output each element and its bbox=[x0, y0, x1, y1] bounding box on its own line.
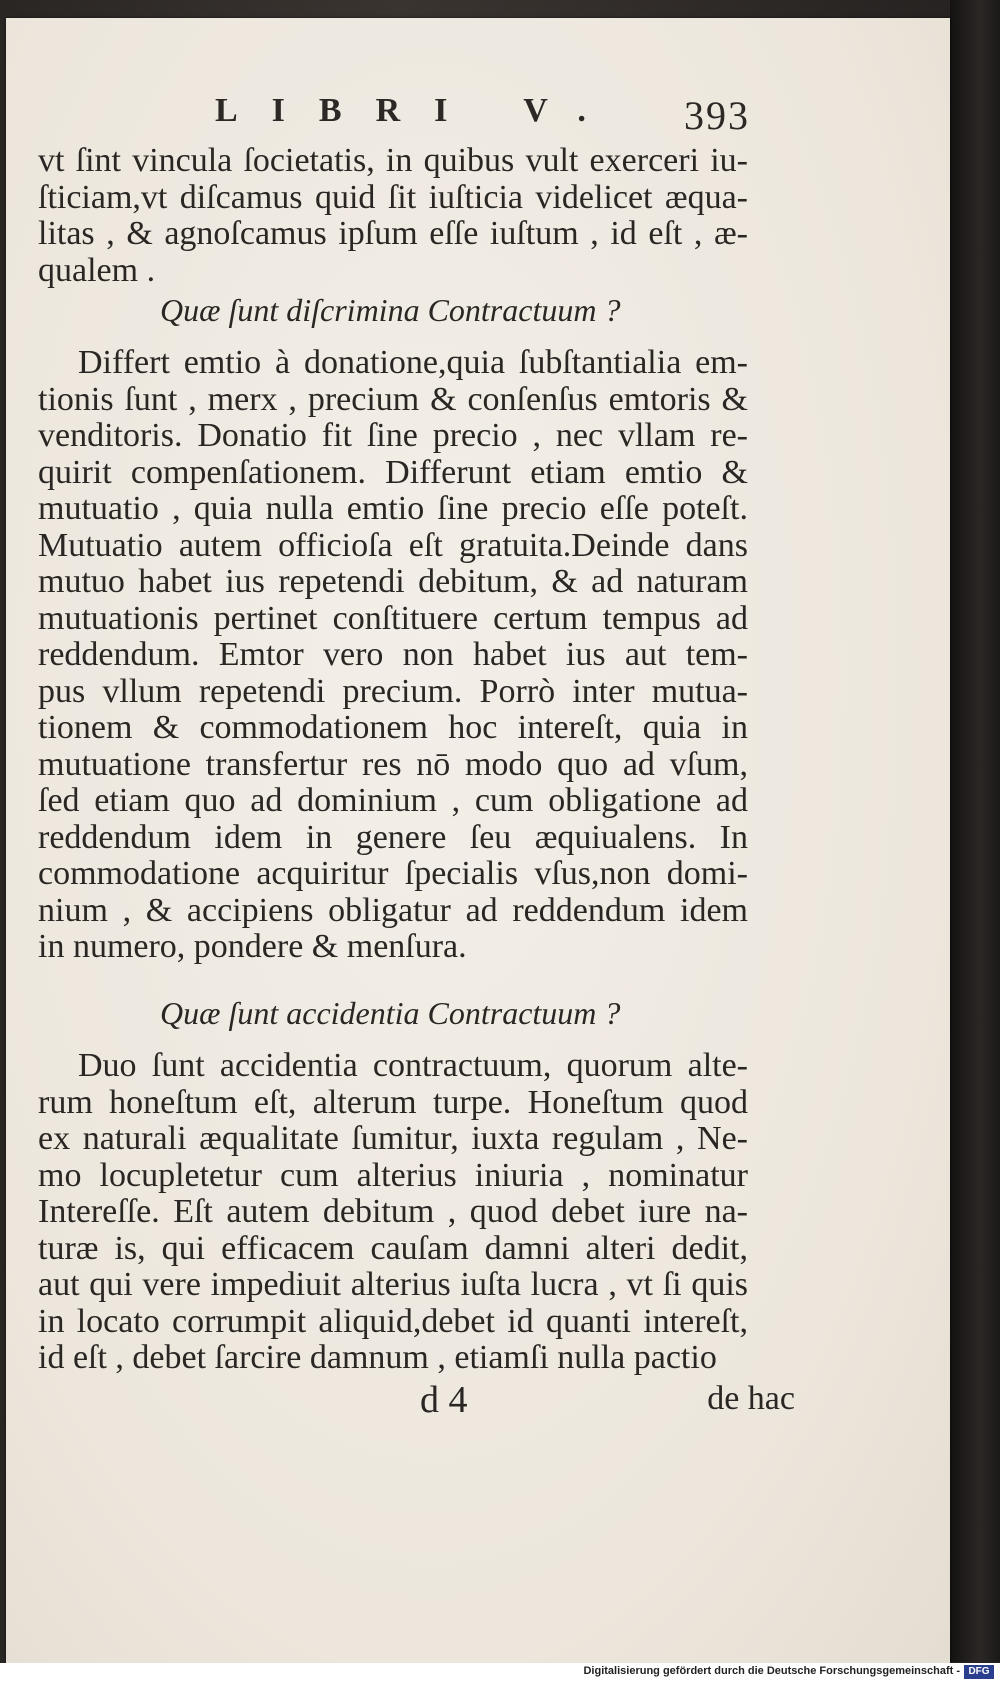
text-line: venditoris. Donatio fit ſine precio , nec vllam re- bbox=[38, 417, 748, 454]
credit-text: Digitalisierung gefördert durch die Deutsche Forschungsgemeinschaft - bbox=[583, 1665, 960, 1677]
section-heading-1: Quæ ſunt diſcrimina Contractuum ? bbox=[160, 292, 621, 328]
text-line: pus vllum repetendi precium. Porrò inter mutua- bbox=[38, 672, 748, 710]
text-line: litas , & agnoſcamus ipſum eſſe iuſtum , id eſt , æ- bbox=[38, 215, 748, 252]
text-line: quirit compenſationem. Differunt etiam emtio & bbox=[38, 453, 748, 491]
text-line: id eſt , debet ſarcire damnum , etiamſi nulla pactio bbox=[38, 1339, 717, 1376]
text-line: Duo ſunt accidentia contractuum, quorum alte- bbox=[78, 1047, 748, 1084]
text-line: qualem . bbox=[38, 251, 156, 289]
text-line: mutuationis pertinet conſtituere certum tempus ad bbox=[38, 599, 748, 637]
paragraph-1 bbox=[38, 143, 748, 289]
text-line: mutuatione transfertur res nō modo quo ad vſum, bbox=[38, 745, 748, 783]
text-line: in locato corrumpit aliquid,debet id quanti intereſt, bbox=[38, 1302, 748, 1340]
text-line: nium , & accipiens obligatur ad reddendum idem bbox=[38, 891, 748, 929]
text-line: turæ is, qui efficacem cauſam damni alteri dedit, bbox=[38, 1229, 748, 1267]
text-line: Mutuatio autem officioſa eſt gratuita.Deinde dans bbox=[38, 526, 748, 564]
dfg-logo: DFG bbox=[964, 1665, 994, 1679]
text-line: mutuo habet ius repetendi debitum, & ad naturam bbox=[38, 563, 748, 600]
text-line: rum honeſtum eſt, alterum turpe. Honeſtum quod bbox=[38, 1083, 748, 1121]
text-line: aut qui vere impediuit alterius iuſta lucra , vt ſi quis bbox=[38, 1266, 748, 1303]
text-line: mutuatio , quia nulla emtio ſine precio eſſe poteſt. bbox=[38, 490, 748, 527]
text-line: ſticiam,vt diſcamus quid ſit iuſticia videlicet æqua- bbox=[38, 178, 748, 216]
page-number: 393 bbox=[684, 93, 750, 138]
text-line: tionem & commodationem hoc intereſt, quia in bbox=[38, 709, 748, 746]
text-line: in numero, pondere & menſura. bbox=[38, 928, 467, 965]
paragraph-2 bbox=[38, 345, 748, 966]
signature-mark: d 4 bbox=[420, 1379, 468, 1421]
credit-bar bbox=[0, 1663, 1000, 1682]
text-line: mo locupletetur cum alterius iniuria , nominatur bbox=[38, 1156, 748, 1194]
text-line: vt ſint vincula ſocietatis, in quibus vult exerceri iu- bbox=[38, 142, 748, 179]
text-line: ſed etiam quo ad dominium , cum obligatione ad bbox=[38, 782, 748, 819]
text-line: tionis ſunt , merx , precium & conſenſus emtoris & bbox=[38, 380, 748, 418]
text-line: Intereſſe. Eſt autem debitum , quod debet iure na- bbox=[38, 1193, 748, 1230]
catchword: de hac bbox=[707, 1380, 795, 1417]
page-header bbox=[215, 92, 750, 142]
running-head: LIBRI V. bbox=[215, 92, 620, 129]
text-line: reddendum idem in genere ſeu æquiualens. In bbox=[38, 818, 748, 856]
paragraph-3 bbox=[38, 1048, 748, 1377]
section-heading-2: Quæ ſunt accidentia Contractuum ? bbox=[160, 995, 621, 1031]
text-line: ex naturali æqualitate ſumitur, iuxta regulam , Ne- bbox=[38, 1120, 748, 1157]
text-line: Differt emtio à donatione,quia ſubſtantialia em- bbox=[78, 344, 748, 381]
text-line: commodatione acquiritur ſpecialis vſus,non domi- bbox=[38, 855, 748, 892]
text-line: reddendum. Emtor vero non habet ius aut tem- bbox=[38, 636, 748, 673]
book-spine-edge bbox=[950, 0, 1000, 1662]
